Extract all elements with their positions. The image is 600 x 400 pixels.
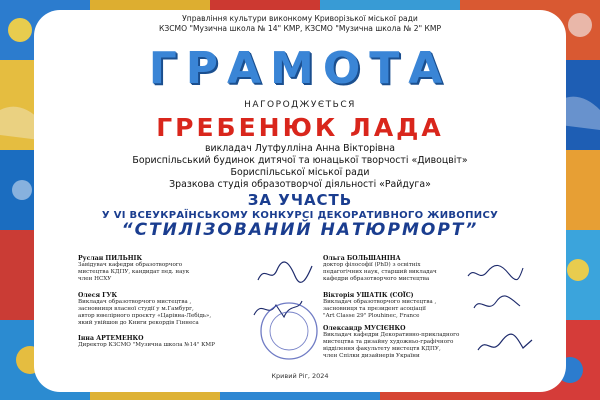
jury-role-line: Завідувач кафедри образотворчого xyxy=(78,262,183,268)
signature-4 xyxy=(470,292,525,318)
jury-role-line: відділення факультету мистецтв КДПУ, xyxy=(323,346,441,352)
jury-role-line: Директор КЗСМО "Музична школа №14" КМР xyxy=(78,342,215,348)
jury-member xyxy=(78,292,243,327)
teacher-line-1: викладач Лутфулліна Анна Вікторівна xyxy=(204,143,396,154)
jury-role-line: Викладач образотворчого мистецтва , xyxy=(78,299,192,305)
award-reason: ЗА УЧАСТЬ xyxy=(247,191,353,209)
teacher-line-3: Бориспільської міської ради xyxy=(230,167,370,178)
certificate-title: ГРАМОТА xyxy=(148,43,452,94)
jury-name: Інна АРТЕМЕНКО xyxy=(78,335,144,342)
organization-line-2: КЗСМО "Музична школа № 14" КМР, КЗСМО "Музична школа № 2" КМР xyxy=(158,24,442,33)
organization-line-1: Управління культури виконкому Криворізької міської ради xyxy=(182,14,418,23)
jury-member xyxy=(78,335,243,349)
recipient-name: ГРЕБЕНЮК ЛАДА xyxy=(156,113,444,142)
stamp xyxy=(258,300,320,362)
place-date: Кривий Ріг, 2024 xyxy=(271,372,329,380)
jury-member xyxy=(323,325,488,360)
jury-member xyxy=(323,255,488,283)
jury-role-line: Викладач образотворчого мистецтва , xyxy=(323,299,437,305)
jury-role-line: засновниця власної студії у м.Гамбург, xyxy=(78,306,194,312)
jury-role-line: член НСХУ xyxy=(78,276,112,282)
signature-1 xyxy=(255,258,315,288)
jury-name: Олеся ГУК xyxy=(78,292,118,299)
teacher-line-2: Бориспільський будинок дитячої та юнацької творчості «Дивоцвіт» xyxy=(132,155,468,166)
jury-role-line: член Спілки дизайнерів України xyxy=(323,353,420,359)
jury-name: Руслан ПИЛЬНІК xyxy=(78,255,143,262)
jury-role-line: автор ювелірного проєкту «Царівна-Лебідь», xyxy=(78,313,212,319)
jury-role-line: Викладач кафедри Декоративно-прикладного xyxy=(323,332,460,338)
teacher-line-4: Зразкова студія образотворчої діяльності «Райдуга» xyxy=(169,179,431,190)
awarded-label: НАГОРОДЖУЄТЬСЯ xyxy=(244,100,356,110)
signature-3 xyxy=(465,258,525,288)
jury-role-line: педагогічних наук, старший викладач xyxy=(323,269,437,275)
jury-role-line: доктор філософії (PhD) з освітніх xyxy=(323,262,421,268)
jury-role-line: засновниця та президент асоціації xyxy=(323,306,426,312)
jury-role-line: кафедри образотворчого мистецтва xyxy=(323,276,430,282)
jury-role-line: мистецтва та дизайну художньо-графічного xyxy=(323,339,454,345)
jury-name: Олександр МУСІЄНКО xyxy=(323,325,406,332)
jury-name: Вікторія УШАТІК (COЇС) xyxy=(323,292,414,299)
signature-5 xyxy=(475,330,535,360)
jury-role-line: мистецтва КДПУ, кандидат пед. наук xyxy=(78,269,190,275)
jury-member xyxy=(78,255,243,283)
contest-theme: “СТИЛІЗОВАНИЙ НАТЮРМОРТ” xyxy=(121,220,479,240)
jury-member xyxy=(323,292,488,320)
contest-name: У VI ВСЕУКРАЇНСЬКОМУ КОНКУРСІ ДЕКОРАТИВНОГО ЖИВОПИСУ xyxy=(101,210,499,221)
jury-role-line: який увійшов до Книги рекордів Гіннеса xyxy=(78,320,199,326)
jury-role-line: "Art Classe 29" Plouhinec, France xyxy=(323,313,420,319)
jury-name: Ольга БОЛЬШАНІНА xyxy=(323,255,401,262)
